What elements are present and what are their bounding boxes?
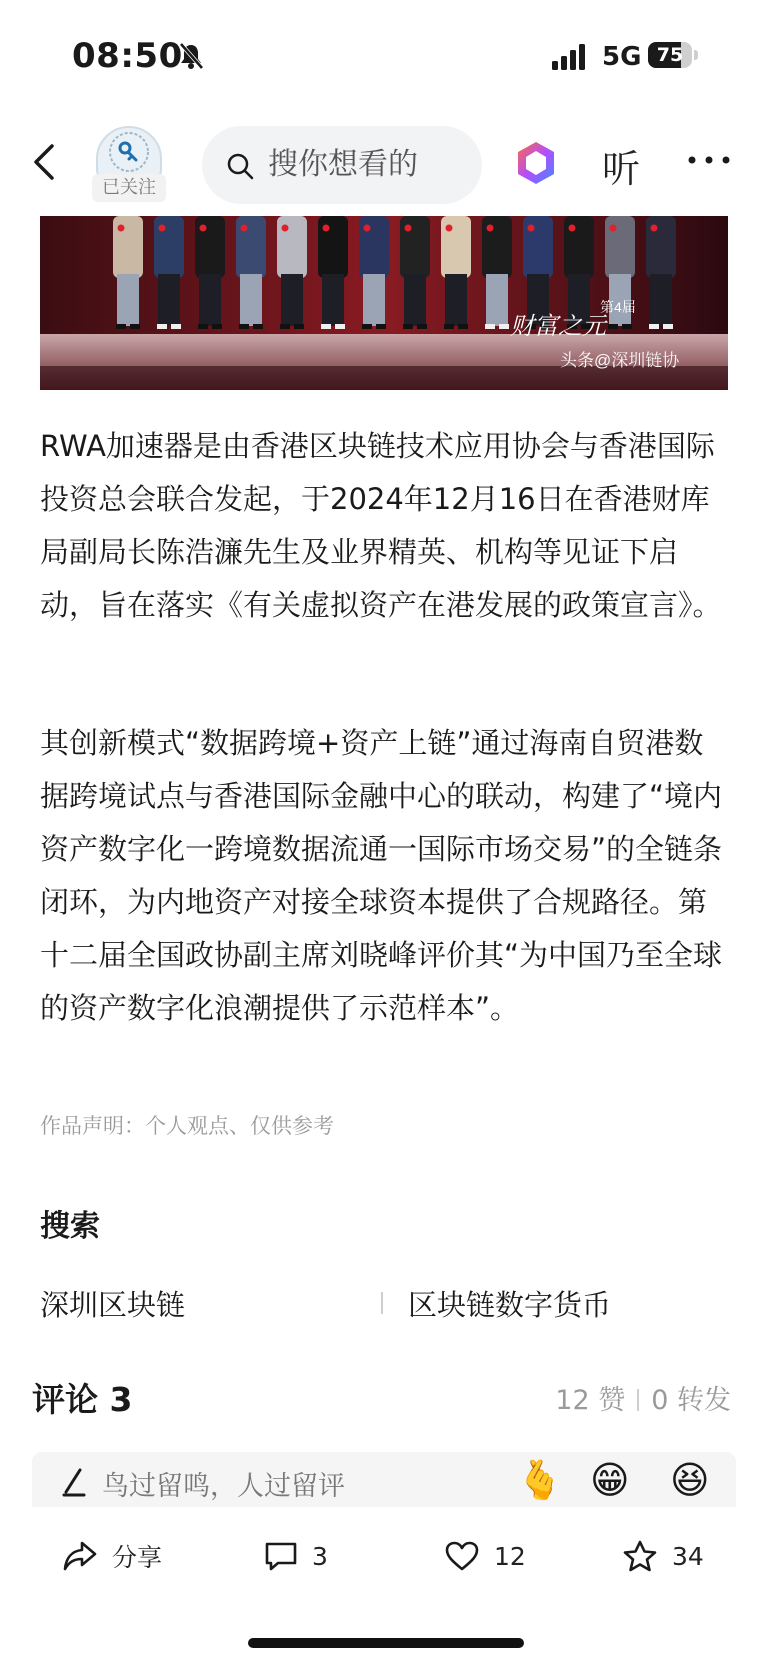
like-button[interactable] bbox=[444, 1535, 526, 1577]
star-icon bbox=[622, 1539, 658, 1573]
more-options-icon[interactable] bbox=[686, 154, 732, 166]
followed-badge[interactable]: 已关注 bbox=[92, 174, 166, 202]
favorite-button[interactable] bbox=[622, 1535, 704, 1577]
ai-assistant-icon[interactable] bbox=[514, 140, 558, 186]
comment-input[interactable] bbox=[32, 1452, 736, 1507]
bottom-toolbar bbox=[0, 1507, 769, 1665]
heart-fingers-emoji[interactable]: 🫰 bbox=[516, 1458, 564, 1502]
article-paragraph: RWA加速器是由香港区块链技术应用协会与香港国际投资总会联合发起，于2024年12月16日在香港财库局副局长陈浩濂先生及业界精英、机构等见证下启动，旨在落实《有关虚拟资产在港发展的政策宣言》。 bbox=[40, 429, 722, 622]
person-figure bbox=[359, 216, 389, 329]
home-indicator[interactable] bbox=[248, 1638, 524, 1648]
favorite-count: 34 bbox=[672, 1541, 704, 1571]
person-figure bbox=[195, 216, 225, 329]
search-section-title: 搜索 bbox=[40, 1209, 100, 1244]
laugh-emoji[interactable]: 😆 bbox=[670, 1458, 710, 1502]
share-button[interactable] bbox=[62, 1535, 162, 1577]
person-figure bbox=[482, 216, 512, 329]
status-time: 08:50 bbox=[72, 36, 183, 76]
share-icon bbox=[62, 1539, 98, 1573]
likes-count: 12 赞 bbox=[555, 1385, 626, 1416]
search-bar[interactable] bbox=[202, 126, 482, 204]
person-figure bbox=[154, 216, 184, 329]
chain-association-logo bbox=[98, 128, 160, 178]
search-placeholder: 搜你想看的 bbox=[268, 147, 418, 182]
work-disclaimer: 作品声明：个人观点、仅供参考 bbox=[40, 1114, 334, 1138]
engagement-stats bbox=[555, 1378, 731, 1417]
brand-text: 财富之元 bbox=[510, 313, 606, 340]
person-figure bbox=[113, 216, 143, 329]
watermark: 头条@深圳链协 bbox=[560, 351, 680, 370]
grin-emoji[interactable]: 😁 bbox=[590, 1458, 630, 1502]
author-avatar[interactable] bbox=[92, 126, 166, 204]
pen-icon bbox=[60, 1466, 88, 1498]
comment-button[interactable] bbox=[264, 1535, 328, 1577]
person-figure bbox=[318, 216, 348, 329]
search-tag[interactable]: 区块链数字货币 bbox=[408, 1288, 612, 1322]
comment-count: 3 bbox=[312, 1541, 328, 1571]
mute-bell-icon bbox=[178, 42, 204, 70]
network-type: 5G bbox=[602, 42, 642, 72]
search-tag[interactable]: 深圳区块链 bbox=[40, 1288, 186, 1322]
comment-icon bbox=[264, 1540, 298, 1572]
like-count: 12 bbox=[494, 1541, 526, 1571]
comment-placeholder: 鸟过留鸣，人过留评 bbox=[102, 1471, 345, 1502]
battery-level: 75 bbox=[656, 44, 684, 66]
shares-count: 0 转发 bbox=[651, 1385, 731, 1416]
comments-title: 评论 3 bbox=[32, 1380, 133, 1419]
search-icon bbox=[226, 152, 254, 180]
heart-icon bbox=[444, 1540, 480, 1572]
article-image[interactable] bbox=[40, 216, 728, 390]
battery-icon bbox=[648, 42, 698, 70]
event-photo bbox=[40, 216, 728, 390]
person-figure bbox=[400, 216, 430, 329]
listen-button[interactable]: 听 bbox=[602, 147, 641, 191]
edition-text: 第4届 bbox=[600, 299, 636, 315]
back-arrow-icon[interactable] bbox=[28, 140, 62, 184]
person-figure bbox=[236, 216, 266, 329]
divider bbox=[381, 1292, 383, 1314]
signal-icon bbox=[552, 44, 588, 70]
person-figure bbox=[277, 216, 307, 329]
share-label: 分享 bbox=[112, 1543, 163, 1572]
avatar[interactable] bbox=[96, 126, 162, 180]
article-paragraph: 其创新模式“数据跨境+资产上链”通过海南自贸港数据跨境试点与香港国际金融中心的联动，构建了“境内资产数字化一跨境数据流通一国际市场交易”的全链条闭环，为内地资产对接全球资本提供了合规路径。第十二届全国政协副主席刘晓峰评价其“为中国乃至全球的资产数字化浪潮提供了示范样本”。 bbox=[40, 726, 723, 1025]
person-figure bbox=[646, 216, 676, 329]
person-figure bbox=[441, 216, 471, 329]
